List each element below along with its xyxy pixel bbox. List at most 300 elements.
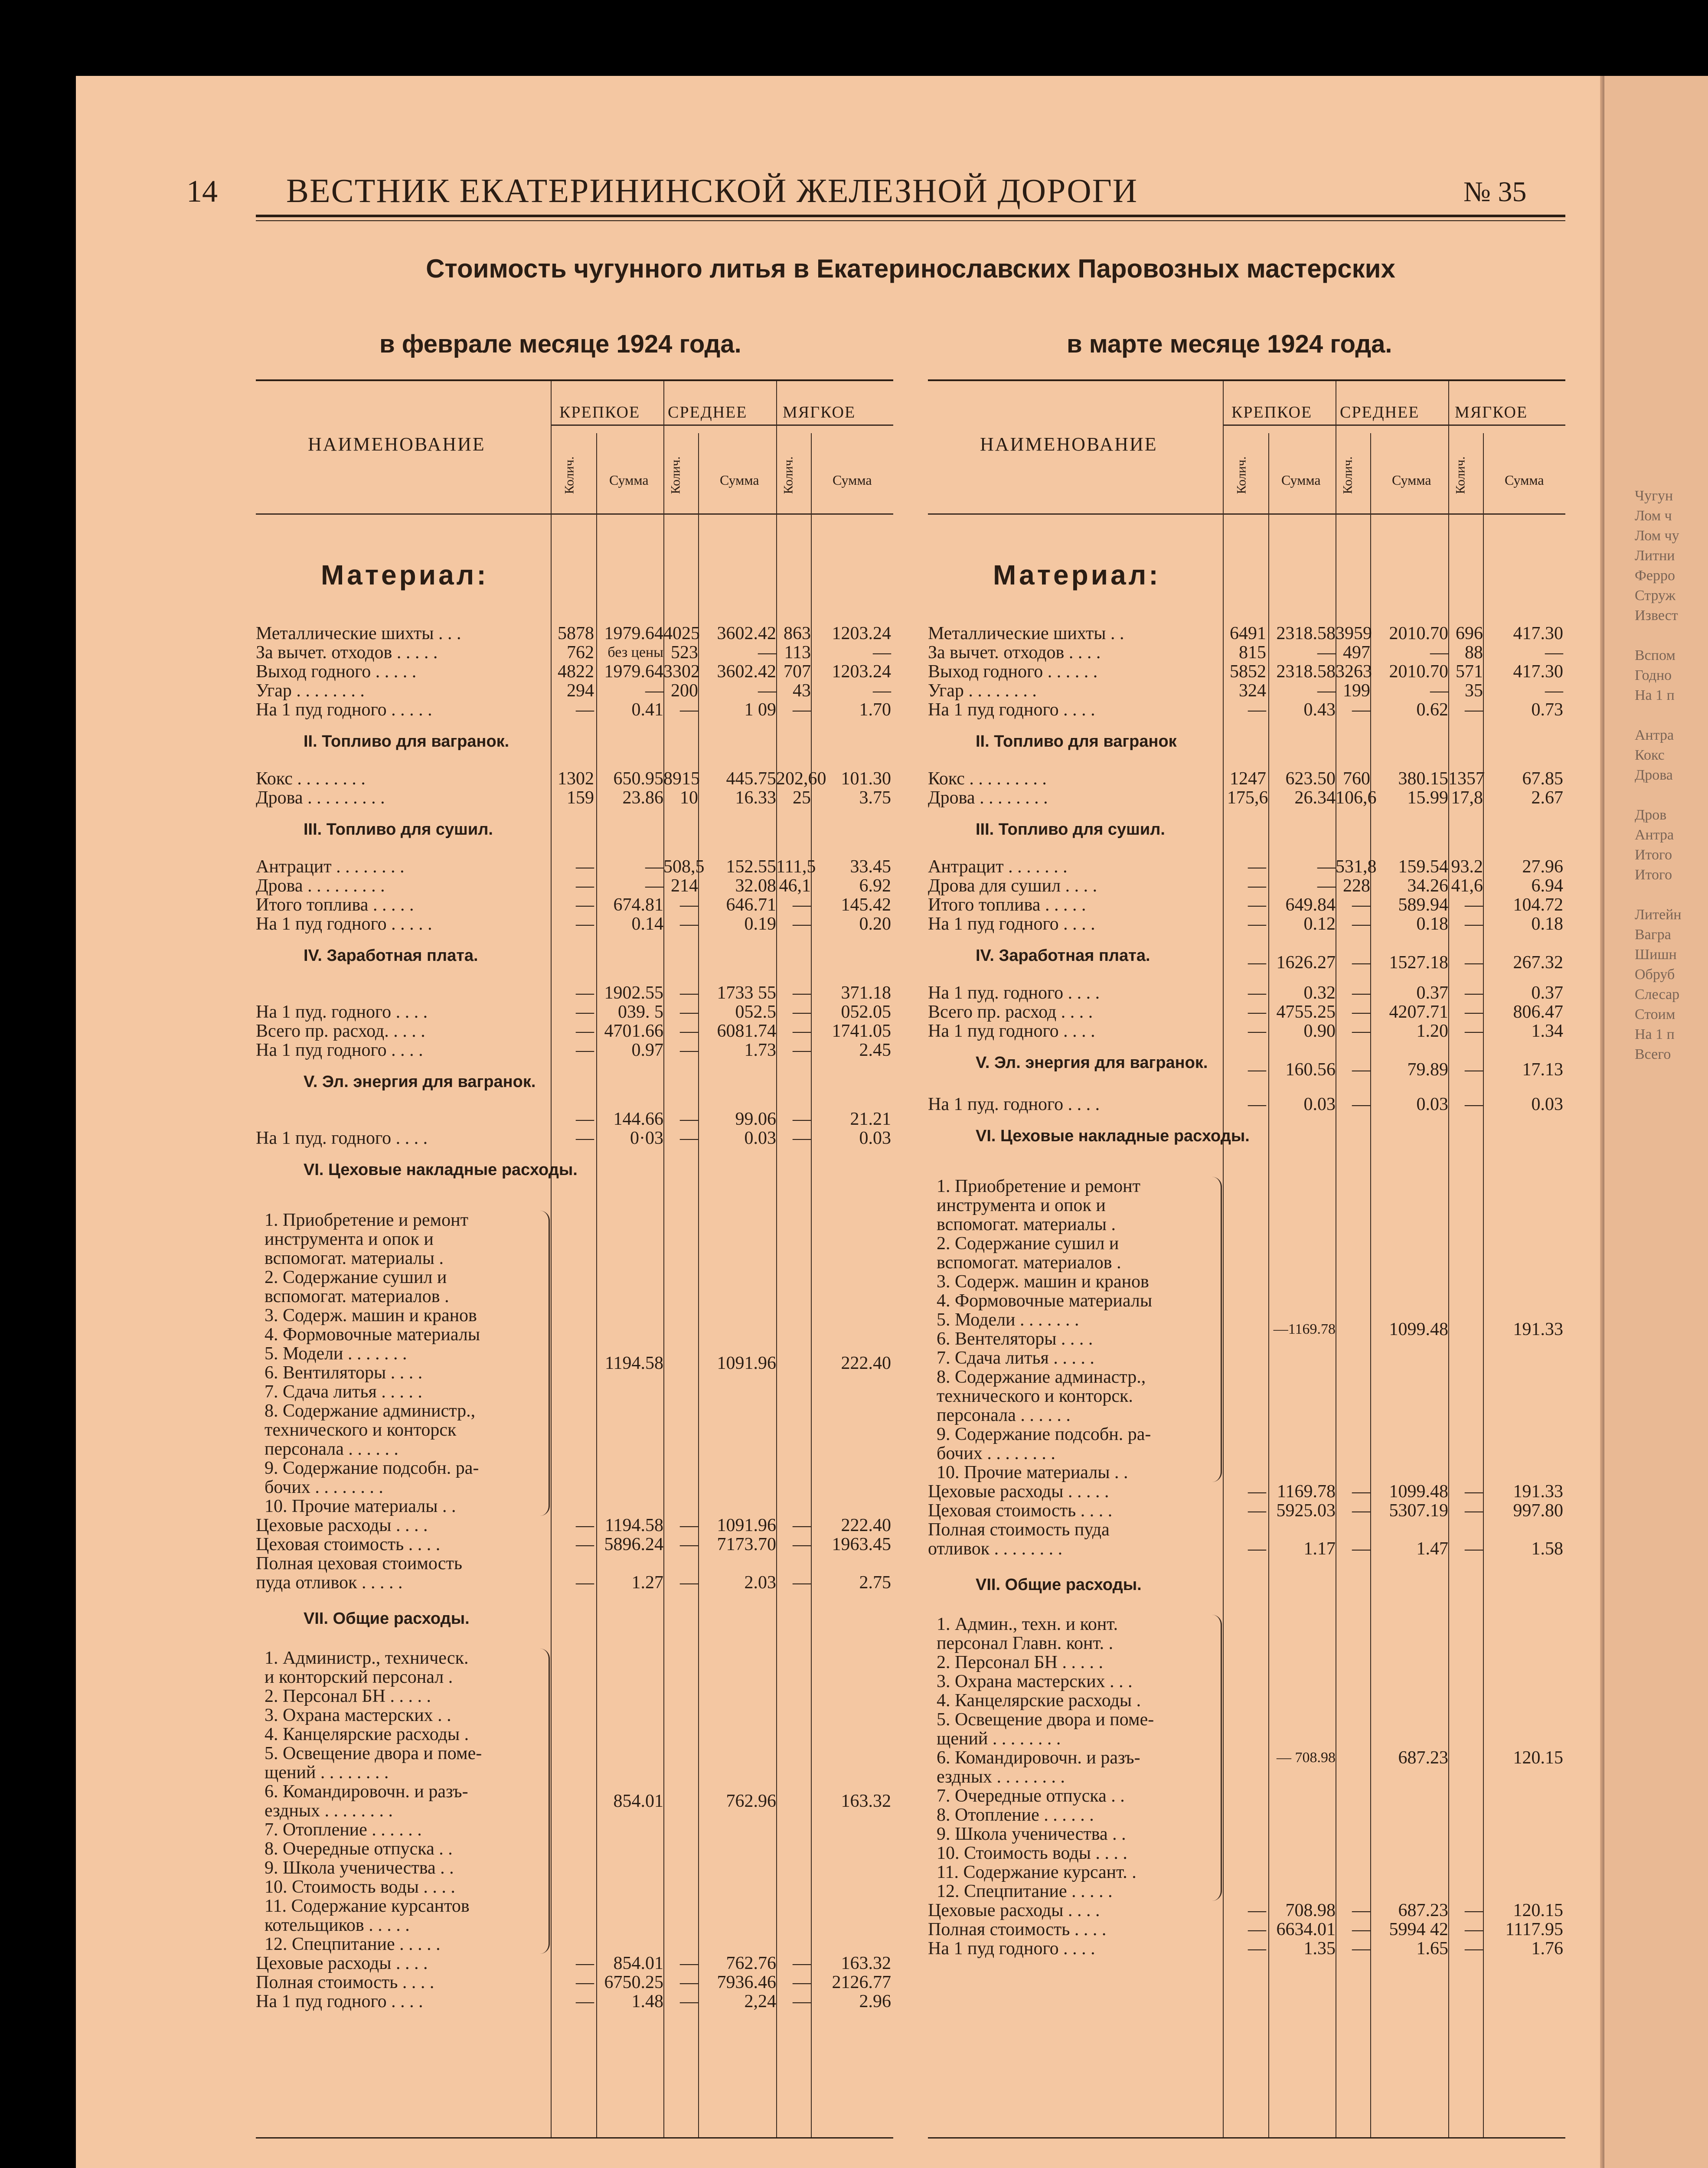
row-value: 46,1 [779, 876, 811, 896]
row-value: — [793, 1002, 811, 1022]
row-value: — [1248, 1482, 1266, 1502]
line-item-label: 5. Освещение двора и поме- [937, 1710, 1154, 1730]
table-row [928, 1901, 1565, 1920]
row-value: 113 [784, 643, 811, 663]
issue-number: № 35 [1463, 176, 1527, 208]
line-item-label: 3. Содерж. машин и кранов [265, 1306, 477, 1326]
header-group-medium: СРЕДНЕЕ [1340, 403, 1420, 421]
row-value: 27.96 [1522, 857, 1563, 877]
row-label: На 1 пуд годного . . . . . [256, 914, 432, 934]
line-item [928, 1253, 1565, 1272]
row-value: 1741.05 [832, 1021, 891, 1041]
header-sum: Сумма [720, 472, 759, 488]
row-value: 104.72 [1513, 895, 1563, 915]
table-row [256, 895, 893, 914]
table-row [928, 1939, 1565, 1958]
row-value: 222.40 [841, 1515, 891, 1535]
row-value: 0.12 [1303, 914, 1336, 934]
line-item [256, 1420, 893, 1440]
row-value: — [1248, 1002, 1266, 1022]
row-value: — [793, 1515, 811, 1535]
line-item-label: щений . . . . . . . . [937, 1729, 1061, 1749]
row-value: 0.90 [1303, 1021, 1336, 1041]
row-value: 1.73 [744, 1040, 776, 1060]
row-value: 649.84 [1285, 895, 1336, 915]
row-value: — [645, 876, 663, 896]
row-value: — [1352, 700, 1370, 720]
row-label: На 1 пуд. годного . . . . [256, 1002, 428, 1022]
vi-subtotal [256, 1354, 893, 1373]
section-heading: II. Топливо для вагранок. [304, 732, 509, 751]
row-value: — [1248, 1094, 1266, 1114]
row-value: — [680, 1573, 698, 1593]
row-value: 8915 [663, 769, 700, 789]
row-value: — [1465, 700, 1483, 720]
row-value: 531,8 [1336, 857, 1377, 877]
row-value: 762.76 [726, 1953, 776, 1973]
line-item [928, 1215, 1565, 1234]
row-value: — [1352, 1900, 1370, 1920]
header-bottom-rule [256, 513, 893, 515]
row-value: 191.33 [1513, 1482, 1563, 1502]
table-row [928, 788, 1565, 807]
row-value: 417.30 [1513, 624, 1563, 643]
table-row [928, 1520, 1565, 1539]
table-row [256, 1573, 893, 1592]
journal-title: ВЕСТНИК ЕКАТЕРИНИНСКОЙ ЖЕЛЕЗНОЙ ДОРОГИ [286, 172, 1138, 209]
row-value: 417.30 [1513, 662, 1563, 682]
line-item [928, 1786, 1565, 1806]
row-value: — [680, 914, 698, 934]
vii-subtotal [928, 1748, 1565, 1767]
row-value: — [576, 983, 594, 1003]
row-value: — [793, 1021, 811, 1041]
row-label: отливок . . . . . . . . [928, 1539, 1063, 1559]
row-value: 2318.58 [1276, 624, 1336, 643]
row-value: 25 [793, 788, 811, 808]
row-value: 214 [671, 876, 698, 896]
line-item [928, 1672, 1565, 1691]
table-row [256, 1022, 893, 1041]
row-value: 34.26 [1407, 876, 1448, 896]
row-value: 3263 [1336, 662, 1372, 682]
line-item [928, 1348, 1565, 1368]
row-label: На 1 пуд. годного . . . . [256, 1128, 428, 1148]
row-value: — [1465, 1021, 1483, 1041]
row-value: — [576, 1109, 594, 1129]
header-qty: Колич. [1234, 456, 1249, 494]
line-item-label: 1. Приобретение и ремонт [937, 1176, 1140, 1196]
row-value: — [1317, 643, 1336, 663]
table-row [256, 1554, 893, 1573]
line-item-label: 11. Содержание курсантов [265, 1896, 470, 1916]
march-table [928, 379, 1565, 2139]
line-item-label: 12. Спецпитание . . . . . [265, 1934, 441, 1954]
row-value: 32.08 [735, 876, 776, 896]
next-page-line: Обруб [1635, 966, 1675, 983]
row-value: — [680, 1515, 698, 1535]
line-item [928, 1291, 1565, 1310]
row-label: Антрацит . . . . . . . [928, 857, 1068, 877]
line-item-label: бочих . . . . . . . . [937, 1443, 1055, 1463]
next-page-line: Литни [1635, 548, 1675, 564]
row-label: На 1 пуд годного . . . . . [256, 700, 432, 720]
row-value: 163.32 [841, 1953, 891, 1973]
row-value: — [576, 700, 594, 720]
row-value: 16.33 [735, 788, 776, 808]
section-heading: IV. Заработная плата. [304, 947, 478, 965]
row-value: — [576, 1128, 594, 1148]
header-qty: Колич. [1340, 456, 1355, 494]
line-item-label: инструмента и опок и [265, 1229, 434, 1249]
header-bottom-rule [928, 513, 1565, 515]
line-item [928, 1653, 1565, 1672]
header-group-medium: СРЕДНЕЕ [668, 403, 748, 421]
line-item [928, 1825, 1565, 1844]
line-item-label: 2. Персонал БН . . . . . [937, 1652, 1104, 1672]
row-value: 650.95 [613, 769, 663, 789]
row-value: — [1465, 953, 1483, 973]
row-value: — [1465, 983, 1483, 1003]
table-row [928, 914, 1565, 934]
line-item-label: вспомогат. материалы . [937, 1215, 1116, 1234]
row-label: Выход годного . . . . . [256, 662, 417, 682]
row-value: 111,5 [776, 857, 816, 877]
row-value: 7936.46 [717, 1972, 776, 1992]
line-item-label: ездных . . . . . . . . [265, 1801, 393, 1821]
material-label: Материал: [321, 559, 489, 591]
header-qty: Колич. [781, 456, 796, 494]
row-value: 696 [1456, 624, 1483, 643]
row-value: 41,6 [1451, 876, 1483, 896]
table-row [928, 1920, 1565, 1939]
table-row [928, 1022, 1565, 1041]
row-value: 1.76 [1531, 1939, 1563, 1959]
row-value: 380.15 [1398, 769, 1448, 789]
section-heading: V. Эл. энергия для вагранок. [304, 1073, 536, 1091]
row-value: 4822 [558, 662, 594, 682]
row-value: — [680, 983, 698, 1003]
row-label: Полная стоимость пуда [928, 1520, 1110, 1540]
row-value: 294 [567, 681, 594, 701]
line-item [928, 1863, 1565, 1882]
february-table [256, 379, 893, 2139]
row-value: 21.21 [850, 1109, 891, 1129]
line-item-label: 4. Формовочные материалы [937, 1291, 1153, 1311]
row-value: — [1248, 1021, 1266, 1041]
row-value: 646.71 [726, 895, 776, 915]
table-row [928, 1095, 1565, 1114]
row-value: — [793, 1953, 811, 1973]
row-value: 1.27 [631, 1573, 663, 1593]
row-value: — [576, 1040, 594, 1060]
row-value: 267.32 [1513, 953, 1563, 973]
row-value: 0·03 [630, 1128, 663, 1148]
line-item [256, 1287, 893, 1306]
line-item [256, 1839, 893, 1858]
line-item [256, 1459, 893, 1478]
row-value: 1979.64 [604, 624, 663, 643]
row-value: — [645, 857, 663, 877]
row-value: 106,6 [1336, 788, 1377, 808]
row-value: 120.15 [1513, 1900, 1563, 1920]
row-value: 1117.95 [1505, 1920, 1563, 1939]
line-item [256, 1268, 893, 1287]
material-label: Материал: [993, 559, 1161, 591]
row-label: Итого топлива . . . . . [928, 895, 1086, 915]
table-row [256, 769, 893, 788]
line-item-label: 9. Содержание подсобн. ра- [265, 1458, 479, 1478]
row-value: 1203.24 [832, 624, 891, 643]
header-group-hard: КРЕПКОЕ [1231, 403, 1313, 421]
row-value: 4755.25 [1276, 1002, 1336, 1022]
row-label: Кокс . . . . . . . . [256, 769, 366, 789]
line-item [928, 1615, 1565, 1634]
line-item [256, 1668, 893, 1687]
row-label: Угар . . . . . . . . [928, 681, 1037, 701]
section-heading: IV. Заработная плата. [976, 947, 1150, 965]
table-row [928, 643, 1565, 662]
row-value: 5925.03 [1276, 1501, 1336, 1521]
next-page-line [1635, 707, 1708, 727]
row-value: 0.41 [631, 700, 663, 720]
line-item-label: 5. Модели . . . . . . . [937, 1310, 1079, 1330]
row-value: 497 [1343, 643, 1370, 663]
next-page-line: Дров [1635, 807, 1667, 823]
line-item [256, 1687, 893, 1706]
row-value: — [576, 914, 594, 934]
line-item-label: 7. Сдача литья . . . . . [265, 1382, 422, 1402]
next-page-line [1635, 627, 1708, 647]
row-label: На 1 пуд годного . . . . [928, 1939, 1095, 1959]
row-value: — [1352, 1021, 1370, 1041]
header-name: НАИМЕНОВАНИЕ [980, 434, 1158, 455]
table-row [928, 1060, 1565, 1079]
row-value: 571 [1456, 662, 1483, 682]
line-item-label: 2. Персонал БН . . . . . [265, 1686, 431, 1706]
row-value: 93.2 [1451, 857, 1483, 877]
row-value: 815 [1239, 643, 1266, 663]
row-value: 523 [671, 643, 698, 663]
row-value: 1.70 [859, 700, 891, 720]
row-label: Антрацит . . . . . . . . [256, 857, 405, 877]
row-value: —1169.78 [1273, 1321, 1336, 1337]
row-value: — [1317, 681, 1336, 701]
row-value: — [793, 1109, 811, 1129]
row-value: 152.55 [726, 857, 776, 877]
row-value: 1099.48 [1389, 1319, 1448, 1339]
row-value: — [1248, 1900, 1266, 1920]
row-value: — [1352, 1920, 1370, 1939]
row-value: 6491 [1230, 624, 1266, 643]
row-label: Дрова . . . . . . . . . [256, 876, 385, 896]
row-value: 1.65 [1416, 1939, 1448, 1959]
line-item [928, 1691, 1565, 1710]
row-value: — [1465, 1539, 1483, 1559]
next-page-line: На 1 п [1635, 687, 1675, 703]
next-page-line: Итого [1635, 847, 1672, 863]
line-item-label: 3. Охрана мастерских . . [265, 1705, 451, 1725]
row-label: Дрова . . . . . . . . [928, 788, 1048, 808]
row-value: 4701.66 [604, 1021, 663, 1041]
table-row [256, 700, 893, 719]
row-value: — [576, 1535, 594, 1554]
line-item-label: 10. Прочие материалы . . [265, 1496, 456, 1516]
row-value: 2.03 [744, 1573, 776, 1593]
row-value: 371.18 [841, 983, 891, 1003]
row-label: На 1 пуд годного . . . . [256, 1992, 423, 2011]
line-item [928, 1196, 1565, 1215]
row-value: 674.81 [613, 895, 663, 915]
row-value: 0.14 [631, 914, 663, 934]
line-item-label: 6. Командировочн. и разъ- [265, 1782, 468, 1802]
line-item [928, 1272, 1565, 1291]
section-heading: III. Топливо для сушил. [976, 820, 1165, 839]
line-item [256, 1706, 893, 1725]
vii-subtotal [256, 1792, 893, 1811]
next-page-line [1635, 787, 1708, 807]
line-item-label: 6. Вентиляторы . . . . [265, 1363, 423, 1383]
row-value: 1733 55 [717, 983, 776, 1003]
row-value: 5307.19 [1389, 1501, 1448, 1521]
next-page-line: Лом ч [1635, 508, 1672, 524]
line-item [256, 1916, 893, 1935]
row-value: — [793, 914, 811, 934]
line-item-label: 5. Модели . . . . . . . [265, 1344, 407, 1364]
row-value: 6081.74 [717, 1021, 776, 1041]
header-qty: Колич. [668, 456, 683, 494]
row-label: Всего пр. расход. . . . . [256, 1021, 425, 1041]
line-item-label: вспомогат. материалов . [937, 1253, 1121, 1273]
row-value: 1091.96 [717, 1515, 776, 1535]
row-label: Выход годного . . . . . . [928, 662, 1098, 682]
header-sum: Сумма [1505, 472, 1544, 488]
row-value: 1302 [558, 769, 594, 789]
row-value: — [873, 681, 891, 701]
row-value: 101.30 [841, 769, 891, 789]
header-name: НАИМЕНОВАНИЕ [308, 434, 486, 455]
section-heading: II. Топливо для вагранок [976, 732, 1177, 751]
row-value: 0.03 [1303, 1094, 1336, 1114]
row-value: — [680, 1021, 698, 1041]
row-value: — [1352, 1094, 1370, 1114]
row-label: На 1 пуд годного . . . . [928, 914, 1095, 934]
header-rule-thin [256, 220, 1565, 221]
row-value: 0.03 [859, 1128, 891, 1148]
row-label: На 1 пуд годного . . . . [928, 700, 1095, 720]
line-item-label: 3. Содерж. машин и кранов [937, 1272, 1149, 1292]
row-value: 7173.70 [717, 1535, 776, 1554]
line-item [928, 1234, 1565, 1253]
line-item [256, 1325, 893, 1344]
row-value: — [1248, 876, 1266, 896]
row-value: 445.75 [726, 769, 776, 789]
vi-subtotal [928, 1320, 1565, 1339]
row-value: 2,24 [744, 1992, 776, 2011]
row-value: 3602.42 [717, 624, 776, 643]
row-value: — [680, 1953, 698, 1973]
line-item-label: 10. Стоимость воды . . . . [937, 1843, 1127, 1863]
row-value: 175,6 [1227, 788, 1268, 808]
table-row [928, 983, 1565, 1002]
row-value: 863 [784, 624, 811, 643]
row-value: 160.56 [1285, 1060, 1336, 1080]
row-value: 1099.48 [1389, 1482, 1448, 1502]
row-value: — 708.98 [1277, 1750, 1336, 1766]
row-label: Цеховая стоимость . . . . [928, 1501, 1113, 1521]
line-item [928, 1406, 1565, 1425]
row-value: — [1465, 1900, 1483, 1920]
row-value: — [1248, 1939, 1266, 1959]
line-item-label: 8. Очередные отпуска . . [265, 1839, 453, 1859]
table-row [256, 1516, 893, 1535]
row-value: 144.66 [613, 1109, 663, 1129]
line-item-label: 7. Очередные отпуска . . [937, 1786, 1125, 1806]
row-value: — [1352, 1002, 1370, 1022]
row-label: Угар . . . . . . . . [256, 681, 365, 701]
row-value: — [645, 681, 663, 701]
table-row [928, 953, 1565, 972]
row-value: — [793, 1040, 811, 1060]
row-value: 159 [567, 788, 594, 808]
table-row [256, 983, 893, 1002]
line-item [256, 1744, 893, 1763]
row-label: Полная цеховая стоимость [256, 1554, 463, 1574]
next-page-line: Итого [1635, 867, 1672, 883]
row-value: 4207.71 [1389, 1002, 1448, 1022]
line-item [928, 1844, 1565, 1863]
line-item-label: ездных . . . . . . . . [937, 1767, 1065, 1787]
row-value: 1091.96 [717, 1353, 776, 1373]
row-value: — [793, 1972, 811, 1992]
row-value: 1194.58 [605, 1515, 663, 1535]
row-value: 1979.64 [604, 662, 663, 682]
row-value: — [1465, 1920, 1483, 1939]
row-value: — [576, 895, 594, 915]
row-value: — [1248, 700, 1266, 720]
row-value: 1.58 [1531, 1539, 1563, 1559]
line-item-label: вспомогат. материалов . [265, 1286, 449, 1306]
line-item [256, 1725, 893, 1744]
row-value: 324 [1239, 681, 1266, 701]
line-item [256, 1897, 893, 1916]
row-value: 1 09 [744, 700, 776, 720]
next-page-line: Шишн [1635, 947, 1677, 963]
row-value: — [680, 1002, 698, 1022]
row-value: — [576, 1515, 594, 1535]
row-value: 222.40 [841, 1353, 891, 1373]
row-label: Полная стоимость . . . . [928, 1920, 1107, 1939]
next-page-line [1635, 887, 1708, 907]
table-row [256, 1129, 893, 1148]
next-page-fragments [1635, 488, 1708, 1066]
row-value: — [793, 1128, 811, 1148]
line-item [928, 1710, 1565, 1729]
next-page-line: Кокс [1635, 747, 1665, 763]
row-value: 1.48 [631, 1992, 663, 2011]
table-row [256, 643, 893, 662]
line-item-label: 4. Канцелярские расходы . [265, 1724, 469, 1744]
line-item-label: и конторский персонал . [265, 1667, 453, 1687]
row-value: 5994 42 [1389, 1920, 1448, 1939]
next-page-line: Годно [1635, 667, 1672, 683]
line-item-label: 9. Содержание подсобн. ра- [937, 1424, 1151, 1444]
line-item-label: 5. Освещение двора и поме- [265, 1744, 482, 1763]
row-value: — [576, 857, 594, 877]
table-row [256, 788, 893, 807]
row-value: — [1352, 1501, 1370, 1521]
row-value: — [1248, 953, 1266, 973]
